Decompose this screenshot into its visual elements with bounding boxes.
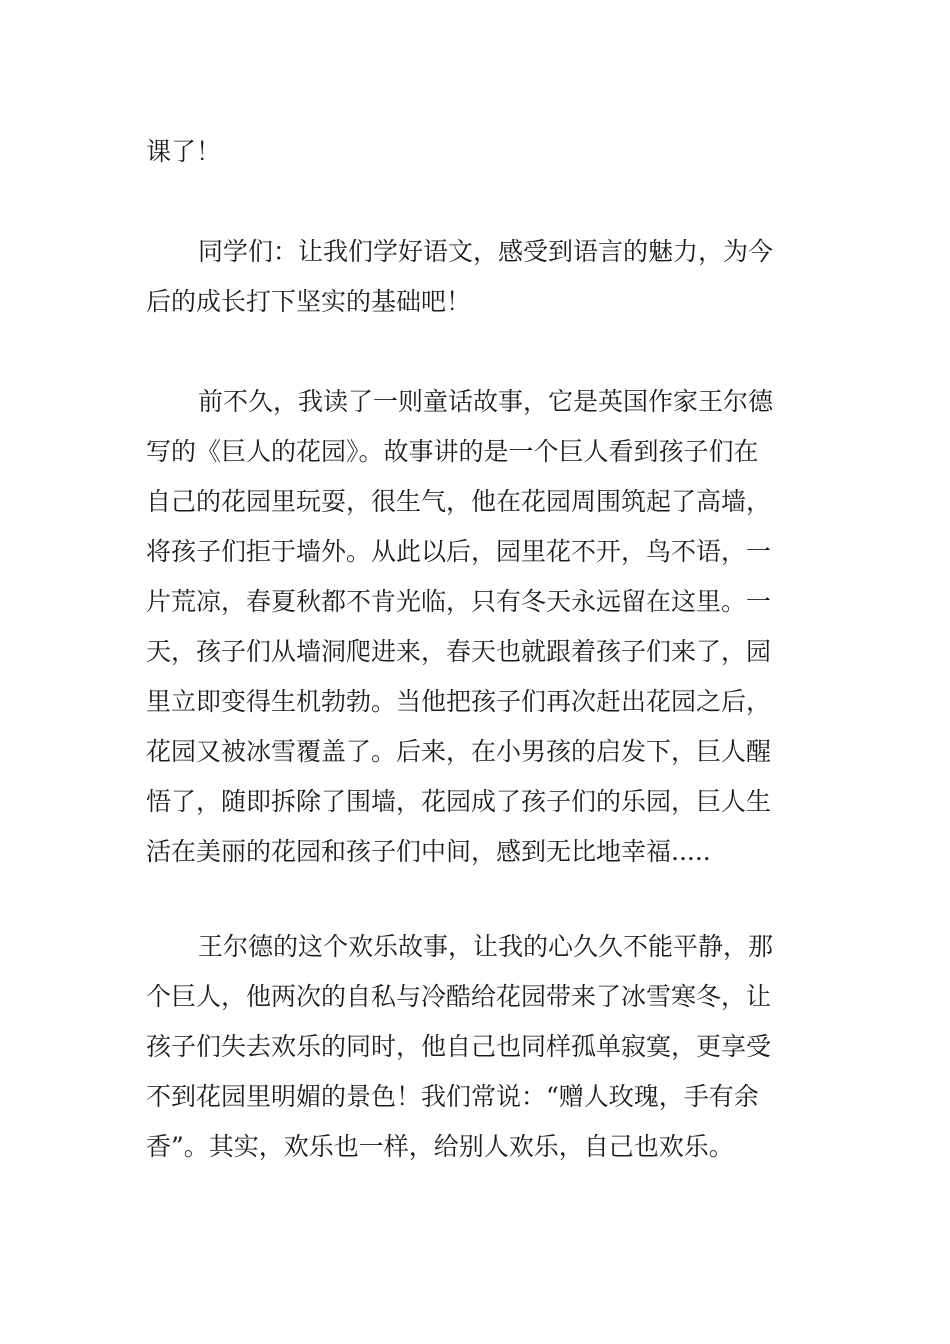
paragraph-encouragement: 同学们：让我们学好语文，感受到语言的魅力，为今 后的成长打下坚实的基础吧！ [146, 237, 774, 316]
paragraph-reflection: 王尔德的这个欢乐故事，让我的心久久不能平静，那 个巨人，他两次的自私与冷酷给花园带来了冰雪寒冬，让 孩子们失去欢乐的同时，他自己也同样孤单寂寞，更享受 不到花园里明媚的景色！我们常说：“赠人玫瑰，手有余 香”。其实，欢乐也一样，给别人欢乐，自己也欢乐。 [146, 932, 774, 1161]
paragraph-continuation: 课了！ [146, 137, 222, 166]
paragraph-story-summary: 前不久，我读了一则童话故事，它是英国作家王尔德 写的《巨人的花园》。故事讲的是一个巨人看到孩子们在 自己的花园里玩耍，很生气，他在花园周围筑起了高墙， 将孩子们拒于墙外。从此以后，园里花不开，鸟不语，一 片荒凉，春夏秋都不肯光临，只有冬天永远留在这里。一 天，孩子们从墙洞爬进来，春天也就跟着孩子们来了，园 里立即变得生机勃勃。当他把孩子们再次赶出花园之后， 花园又被冰雪覆盖了。后来，在小男孩的启发下，巨人醒 悟了，随即拆除了围墙，花园成了孩子们的乐园，巨人生 活在美丽的花园和孩子们中间，感到无比地幸福..... [146, 387, 774, 866]
